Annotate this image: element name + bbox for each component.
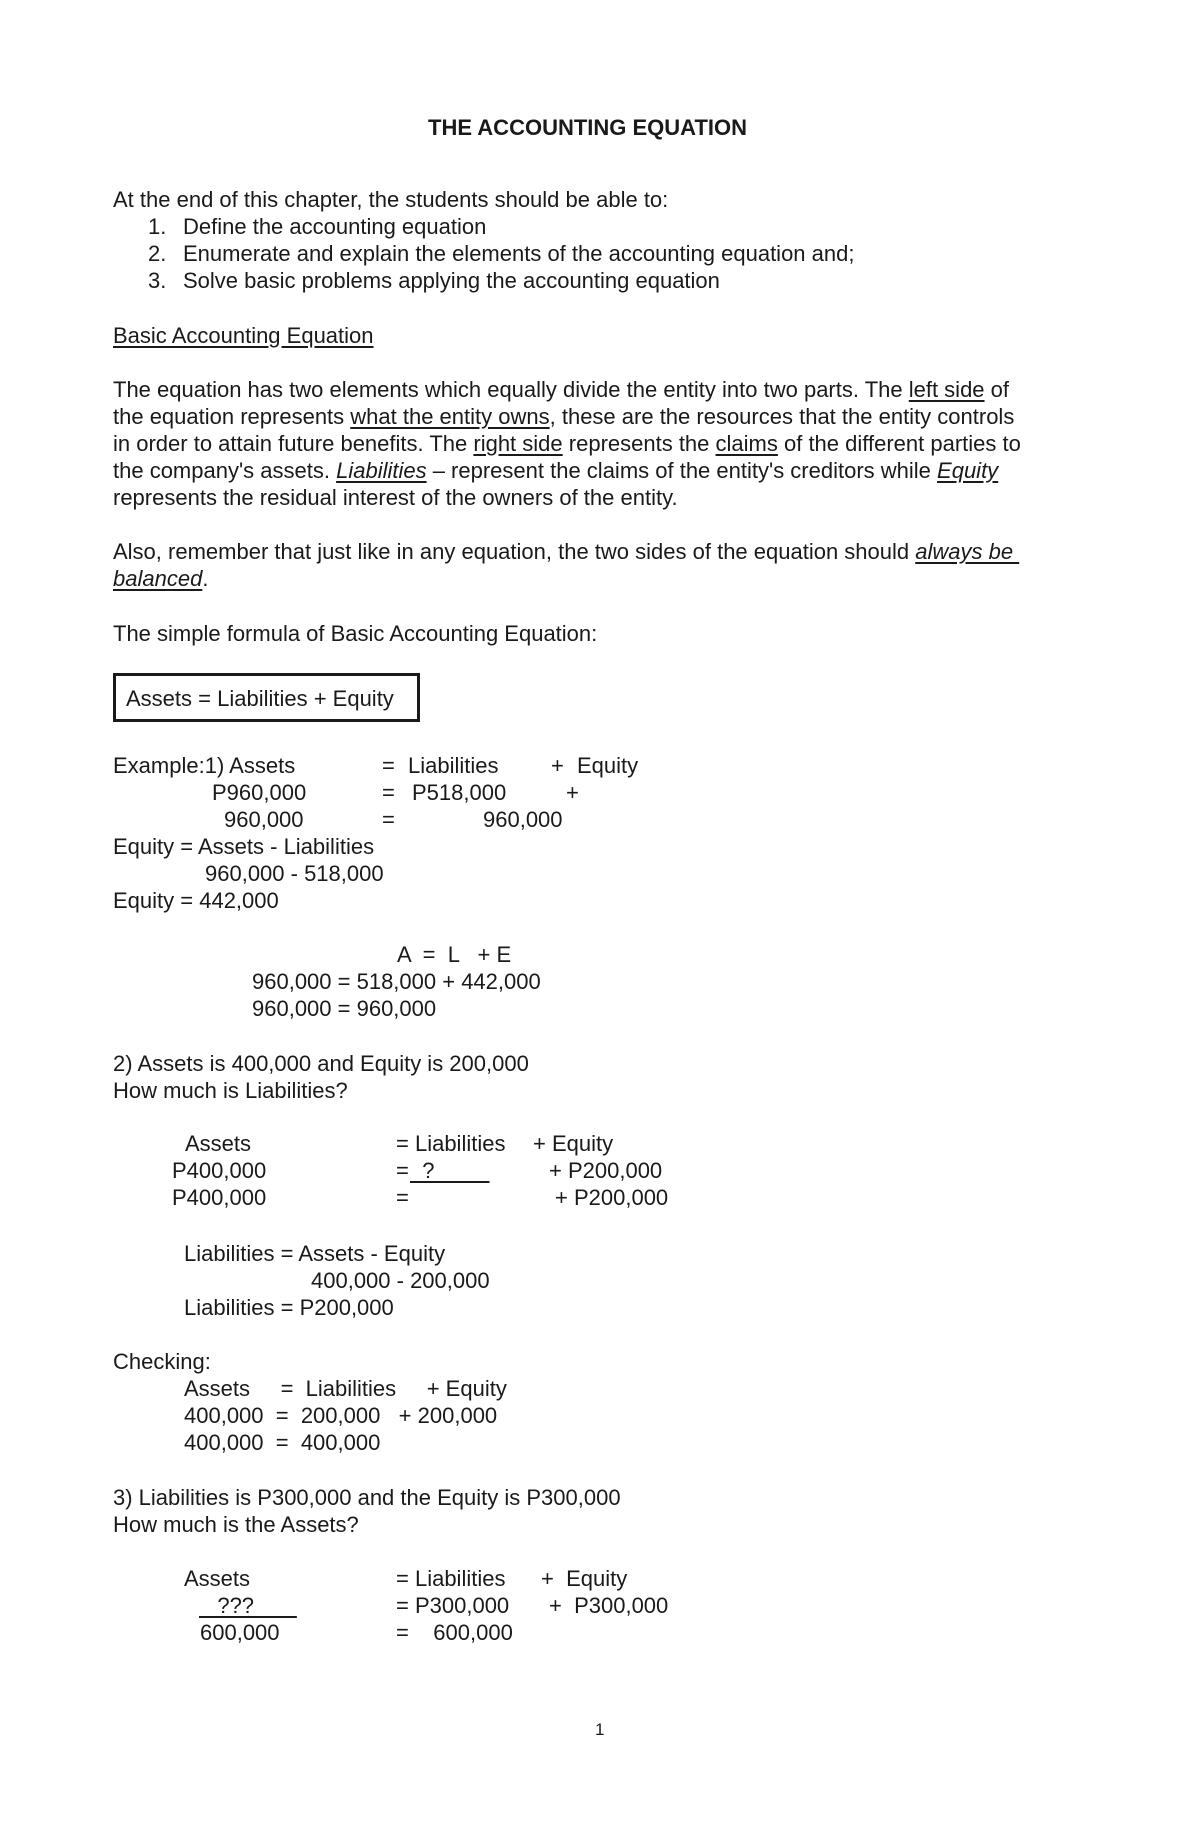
italic-term: Liabilities [336, 458, 427, 483]
formula-box [113, 673, 420, 722]
text-run: . [202, 566, 209, 591]
text-run: , these are the resources that the entity controls [549, 404, 1015, 429]
paragraph-line [113, 376, 1009, 403]
paragraph-line [113, 538, 1019, 565]
text-run: – represent the claims of the entity's creditors while [426, 458, 938, 483]
assets-value: 600,000 [200, 1620, 280, 1645]
text-run: the company's assets. [113, 458, 337, 483]
underlined-term: left side [908, 377, 985, 402]
assets-value: P960,000 [212, 780, 307, 805]
total-value: = 600,000 [396, 1620, 513, 1645]
liabilities-value: = P300,000 [396, 1593, 510, 1618]
underlined-term: right side [473, 431, 563, 456]
page-number: 1 [595, 1720, 605, 1739]
text-run: the equation represents [113, 404, 351, 429]
liabilities-formula: Liabilities = Assets - Equity [184, 1241, 446, 1266]
liabilities-calculation: 400,000 - 200,000 [311, 1268, 490, 1293]
equals-sign: = [382, 807, 395, 832]
plus-sign: + [566, 780, 579, 805]
checking-label: Checking: [113, 1349, 211, 1374]
formula-text: Assets = Liabilities + Equity [126, 686, 394, 711]
objectives-intro: At the end of this chapter, the students should be able to: [113, 187, 669, 212]
equity-header: + Equity [533, 1131, 614, 1156]
equity-value: + P300,000 [549, 1593, 669, 1618]
unknown-blank: ??? [199, 1593, 297, 1618]
text-run: Also, remember that just like in any equation, the two sides of the equation should [113, 539, 916, 564]
italic-term: Equity [937, 458, 999, 483]
equals-sign: = [396, 1158, 409, 1183]
paragraph-line [113, 565, 208, 592]
liabilities-value: P518,000 [412, 780, 507, 805]
equity-value: + P200,000 [549, 1158, 663, 1183]
assets-header: Assets [184, 1566, 251, 1591]
assets-value: 960,000 [224, 807, 304, 832]
total-value: 960,000 [483, 807, 563, 832]
equals-sign: = [382, 753, 395, 778]
objective-text: Define the accounting equation [183, 214, 487, 239]
example1-label: Example:1) Assets [113, 753, 296, 778]
liabilities-header: = Liabilities [396, 1131, 506, 1156]
plus-sign: + [551, 753, 564, 778]
equity-result: Equity = 442,000 [113, 888, 279, 913]
page-title: THE ACCOUNTING EQUATION [428, 115, 747, 140]
unknown-blank: ? [410, 1158, 490, 1183]
italic-term: balanced [113, 566, 203, 591]
paragraph-line [113, 430, 1021, 457]
check-line: 400,000 = 400,000 [184, 1430, 381, 1455]
example2-question: 2) Assets is 400,000 and Equity is 200,000 [113, 1051, 529, 1076]
example3-question: How much is the Assets? [113, 1512, 359, 1537]
text-run: of the different parties to [777, 431, 1021, 456]
section-heading: Basic Accounting Equation [113, 323, 374, 348]
equals-sign: = [382, 780, 395, 805]
check-line: 960,000 = 518,000 + 442,000 [252, 969, 541, 994]
assets-header: Assets [185, 1131, 252, 1156]
liabilities-header: = Liabilities [396, 1566, 506, 1591]
paragraph-line [113, 403, 1014, 430]
ale-header: A = L + E [397, 942, 512, 967]
text-run: The equation has two elements which equally divide the entity into two parts. The [113, 377, 909, 402]
objective-number: 1. [148, 214, 167, 239]
check-line: 400,000 = 200,000 + 200,000 [184, 1403, 498, 1428]
paragraph-line [113, 457, 998, 484]
formula-intro: The simple formula of Basic Accounting Equation: [113, 621, 598, 646]
paragraph-line: represents the residual interest of the owners of the entity. [113, 485, 678, 510]
text-run: represents the [562, 431, 716, 456]
text-run: in order to attain future benefits. The [113, 431, 474, 456]
objective-text: Enumerate and explain the elements of the accounting equation and; [183, 241, 855, 266]
assets-value: P400,000 [172, 1158, 267, 1183]
assets-value: P400,000 [172, 1185, 267, 1210]
objective-number: 3. [148, 268, 167, 293]
italic-term: always be [915, 539, 1020, 564]
liabilities-header: Liabilities [408, 753, 499, 778]
equity-header: Equity [577, 753, 639, 778]
text-run: of [984, 377, 1010, 402]
liabilities-result: Liabilities = P200,000 [184, 1295, 394, 1320]
example3-question: 3) Liabilities is P300,000 and the Equity is P300,000 [113, 1485, 621, 1510]
underlined-term: claims [715, 431, 778, 456]
equity-calculation: 960,000 - 518,000 [205, 861, 384, 886]
check-line: Assets = Liabilities + Equity [184, 1376, 507, 1401]
underlined-term: what the entity owns [350, 404, 550, 429]
equity-formula: Equity = Assets - Liabilities [113, 834, 375, 859]
equity-header: + Equity [541, 1566, 628, 1591]
check-line: 960,000 = 960,000 [252, 996, 437, 1021]
equity-value: + P200,000 [555, 1185, 669, 1210]
equals-sign: = [396, 1185, 409, 1210]
objective-number: 2. [148, 241, 167, 266]
example2-question: How much is Liabilities? [113, 1078, 348, 1103]
objective-text: Solve basic problems applying the accounting equation [183, 268, 720, 293]
